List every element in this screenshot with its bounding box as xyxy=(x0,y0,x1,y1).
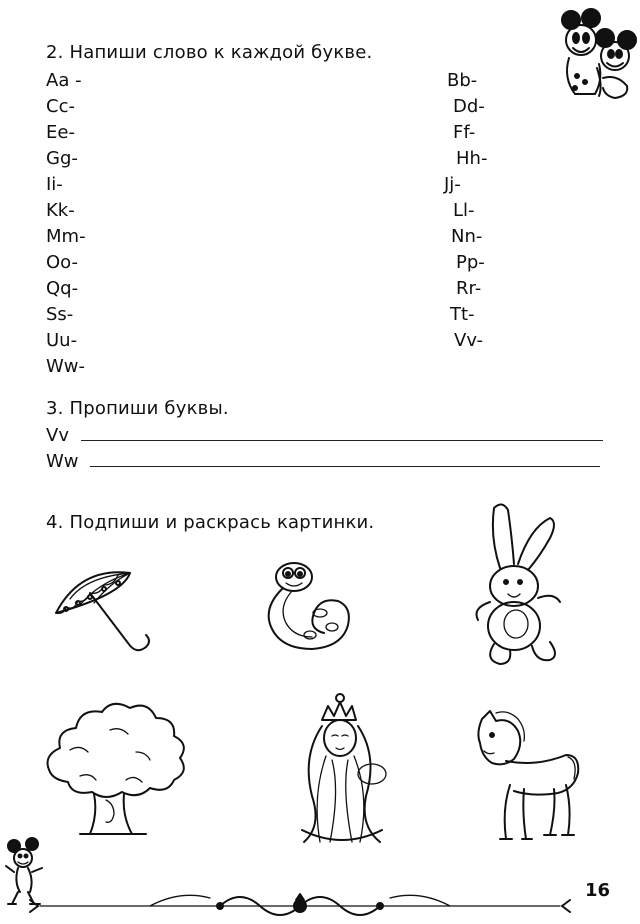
tree-picture[interactable] xyxy=(40,700,185,838)
letter-prompt: Ss- xyxy=(46,304,74,325)
writing-line[interactable] xyxy=(90,450,600,467)
decorative-ornament-divider xyxy=(0,880,600,920)
letter-row xyxy=(0,96,640,122)
letter-row xyxy=(0,252,640,278)
letter-prompt: Ll- xyxy=(453,200,475,221)
queen-picture[interactable] xyxy=(282,690,397,848)
letter-prompt: Pp- xyxy=(456,252,485,273)
letter-row xyxy=(0,226,640,252)
letter-prompt: Vv- xyxy=(454,330,483,351)
task4-heading: 4. Подпиши и раскрась картинки. xyxy=(46,512,375,533)
letter-prompt: Hh- xyxy=(456,148,488,169)
letter-row xyxy=(0,330,640,356)
umbrella-picture[interactable] xyxy=(50,565,160,660)
horse-picture[interactable] xyxy=(470,705,585,850)
letter-row xyxy=(0,174,640,200)
letter-row xyxy=(0,356,640,382)
letter-prompt: Ww- xyxy=(46,356,86,377)
letter-prompt: Bb- xyxy=(447,70,478,91)
trace-letter: Ww xyxy=(46,451,79,472)
letter-row xyxy=(0,304,640,330)
letter-row xyxy=(0,122,640,148)
letter-prompt: Mm- xyxy=(46,226,86,247)
letter-prompt: Aa - xyxy=(46,70,82,91)
letter-row xyxy=(0,278,640,304)
letter-row xyxy=(0,200,640,226)
letter-row xyxy=(0,70,640,96)
letter-prompt: Qq- xyxy=(46,278,79,299)
letter-prompt: Ii- xyxy=(46,174,63,195)
letter-prompt: Dd- xyxy=(453,96,485,117)
letter-row xyxy=(0,148,640,174)
letter-prompt: Ff- xyxy=(453,122,476,143)
task2-heading: 2. Напиши слово к каждой букве. xyxy=(46,42,373,63)
letter-prompt: Nn- xyxy=(451,226,483,247)
letter-prompt: Uu- xyxy=(46,330,78,351)
letter-prompt: Tt- xyxy=(450,304,475,325)
letter-prompt: Cc- xyxy=(46,96,75,117)
snake-picture[interactable] xyxy=(258,553,358,665)
letter-prompt: Kk- xyxy=(46,200,75,221)
trace-letter: Vv xyxy=(46,425,69,446)
trace-line xyxy=(46,424,603,446)
letter-prompt: Gg- xyxy=(46,148,78,169)
trace-line xyxy=(46,450,600,472)
writing-line[interactable] xyxy=(81,424,603,441)
letter-prompt: Rr- xyxy=(456,278,482,299)
letter-prompt: Oo- xyxy=(46,252,79,273)
page-number: 16 xyxy=(584,880,610,901)
task3-heading: 3. Пропиши буквы. xyxy=(46,398,229,419)
letter-prompt: Jj- xyxy=(444,174,461,195)
letter-prompt: Ee- xyxy=(46,122,75,143)
rabbit-picture[interactable] xyxy=(460,498,580,670)
